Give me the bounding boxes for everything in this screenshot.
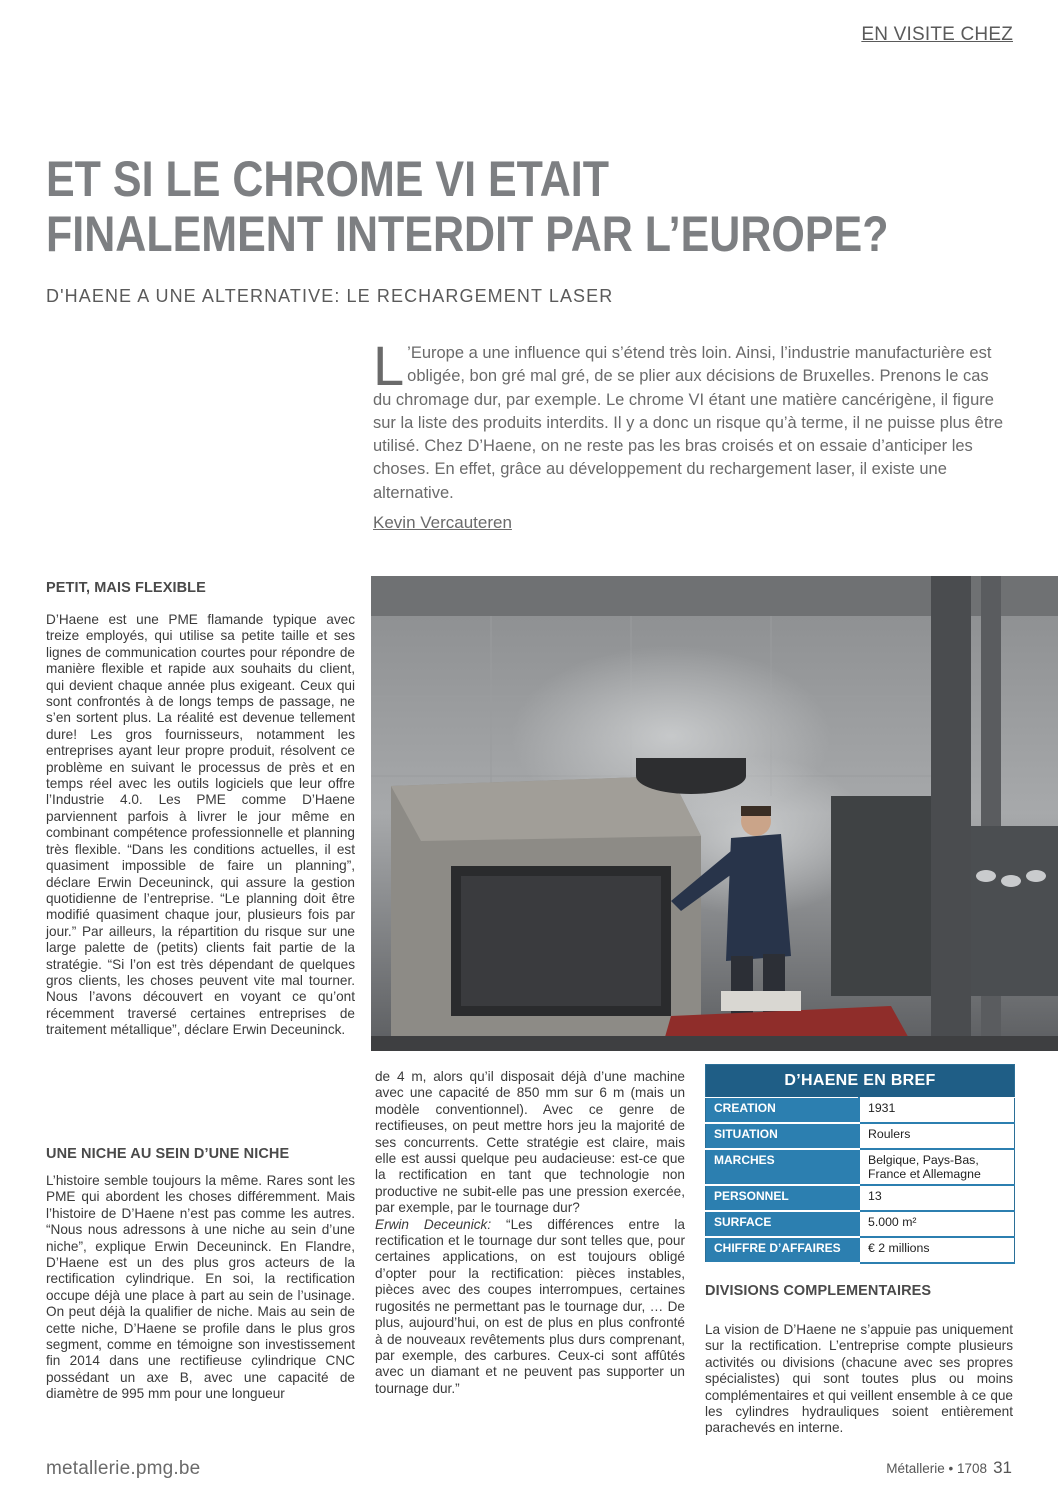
fact-label: CREATION (706, 1098, 860, 1124)
fact-value: 1931 (859, 1098, 1015, 1124)
heading-une-niche: UNE NICHE AU SEIN D’UNE NICHE (46, 1146, 290, 1162)
fact-label: CHIFFRE D’AFFAIRES (706, 1237, 860, 1263)
fact-label: MARCHES (706, 1149, 860, 1185)
intro-text: ’Europe a une influence qui s’étend très loin. Ainsi, l’industrie manufacturière est obligée, bon gré mal gré, de se plier aux décisions de Bruxelles. Prenons le cas du chromage dur, par exemple. Le chrome VI étant une matière cancérigène, il figure sur la liste des produits interdits. Il y a donc un risque qu’à terme, il ne puisse plus être utilisé. Chez D’Haene, on ne reste pas les bras croisés et on essaie d’anticiper les choses. En effet, grâce au développement du rechargement laser, il existe une alternative. (373, 344, 1004, 502)
title-line-2: FINALEMENT INTERDIT PAR L’EUROPE? (46, 206, 889, 262)
fact-value: 5.000 m² (859, 1211, 1015, 1237)
author-byline[interactable]: Kevin Vercauteren (373, 513, 512, 532)
article-subtitle: D'HAENE A UNE ALTERNATIVE: LE RECHARGEMENT LASER (46, 286, 614, 306)
body-text-col2 (375, 1069, 685, 1397)
fact-value: 13 (859, 1185, 1015, 1211)
section-tag: EN VISITE CHEZ (861, 24, 1013, 45)
body-text-col1-b (46, 1173, 355, 1403)
article-title (46, 151, 889, 262)
intro-paragraph (373, 334, 1009, 505)
body-text-col3 (705, 1322, 1013, 1437)
fact-box-title: D’HAENE EN BREF (706, 1065, 1015, 1098)
quote-text: “Les différences entre la rectification et le tournage dur sont telles que, pour certaines applications, on est toujours obligé d’opter pour la rectification: pièces instables, pièces avec des coupes interrompues, certaines rugosités ne permettant pas le tournage dur, … De plus, aujourd’hui, on est de plus en plus confronté à de nouveaux revêtements plus durs comprenant, par exemple, des carbures. Ceux-ci sont affûtés avec un diamant et ne peuvent pas supporter un tournage dur.” (375, 1216, 685, 1396)
paragraph: de 4 m, alors qu’il disposait déjà d’une machine avec une capacité de 850 mm sur 6 m (mais un modèle conventionnel). Avec ce genre de rectifieuses, on peut mettre hors jeu la majorité de ses concurrents. Cette stratégie est claire, mais elle est aussi quelque peu audacieuse: est-ce que la rectification en tant que technologie non productive ne subit-elle pas une pression exercée, par exemple, par le tournage dur? (375, 1069, 685, 1216)
fact-box (705, 1064, 1015, 1264)
fact-value: € 2 millions (859, 1237, 1015, 1263)
paragraph-quote (375, 1217, 685, 1397)
table-row (706, 1211, 1015, 1237)
fact-label: PERSONNEL (706, 1185, 860, 1211)
workshop-photo-illustration (371, 576, 1058, 1051)
fact-label: SITUATION (706, 1123, 860, 1149)
footer-website-link[interactable]: metallerie.pmg.be (46, 1458, 201, 1479)
paragraph: D’Haene est une PME flamande typique avec treize employés, qui utilise sa petite taille et ses lignes de communication courtes pour répondre de manière flexible et rapide aux souhaits du client, qui devient chaque année plus exigeant. Ceux qui sont confrontés à de longs temps de passage, ne s’en sortent plus. La réalité est devenue tellement dure! Les gros fournisseurs, notamment les entreprises ayant leur propre produit, résolvent ce problème en suivant le processus de près et en temps réel avec les outils logiciels que leur offre l’Industrie 4.0. Les PME comme D’Haene parviennent parfois à livrer le jour même en combinant compétence professionnelle et planning très flexible. “Dans les conditions actuelles, il est quasiment impossible de faire un planning”, déclare Erwin Deceuninck, qui assure la gestion quotidienne de l’entreprise. “Le planning doit être modifié quasiment chaque jour, plusieurs fois par jour.” Par ailleurs, la répartition du risque sur une large palette de (petits) clients fait partie de la stratégie. “Si l’on est très dépendant de quelques gros clients, les choses peuvent vite mal tourner. Nous l’avons découvert en voyant ce qu’ont récemment traversé certaines entreprises de traitement métallique”, déclare Erwin Deceuninck. (46, 612, 355, 1038)
table-row (706, 1237, 1015, 1263)
heading-petit-mais-flexible: PETIT, MAIS FLEXIBLE (46, 580, 206, 596)
table-row (706, 1185, 1015, 1211)
quote-speaker: Erwin Deceunick: (375, 1216, 492, 1232)
title-line-1: ET SI LE CHROME VI ETAIT (46, 151, 610, 207)
fact-label: SURFACE (706, 1211, 860, 1237)
table-row (706, 1149, 1015, 1185)
fact-value: Belgique, Pays-Bas, France et Allemagne (859, 1149, 1015, 1185)
paragraph: La vision de D’Haene ne s’appuie pas uniquement sur la rectification. L’entreprise compte plusieurs activités ou divisions (chacune avec ses propres spécialistes) qui sont toutes plus ou moins complémentaires et qui veillent ensemble à ce que les cylindres hydrauliques soient entièrement parachevés en interne. (705, 1322, 1013, 1436)
heading-divisions: DIVISIONS COMPLEMENTAIRES (705, 1283, 932, 1299)
footer-issue (886, 1458, 1012, 1478)
workshop-photo (371, 576, 1058, 1051)
table-row (706, 1098, 1015, 1124)
table-row (706, 1123, 1015, 1149)
drop-cap: L (373, 334, 405, 397)
body-text-col1-a (46, 612, 355, 1039)
page-number: 31 (993, 1458, 1012, 1477)
paragraph: L’histoire semble toujours la même. Rares sont les PME qui abordent les choses différemment. Mais l’histoire de D’Haene n’est pas comme les autres. “Nous nous adressons à une niche au sein d’une niche”, explique Erwin Deceuninck. En Flandre, D’Haene est un des plus gros acteurs de la rectification cylindrique. En soi, la rectification occupe déjà une place à part au sein de l’usinage. On peut déjà la qualifier de niche. Mais au sein de cette niche, D’Haene se profile dans le plus gros segment, comme en témoigne son investissement fin 2014 dans une rectifieuse cylindrique CNC possédant un axe B, avec une capacité de diamètre de 995 mm pour une longueur (46, 1173, 355, 1402)
issue-label: Métallerie • 1708 (886, 1461, 988, 1476)
fact-value: Roulers (859, 1123, 1015, 1149)
